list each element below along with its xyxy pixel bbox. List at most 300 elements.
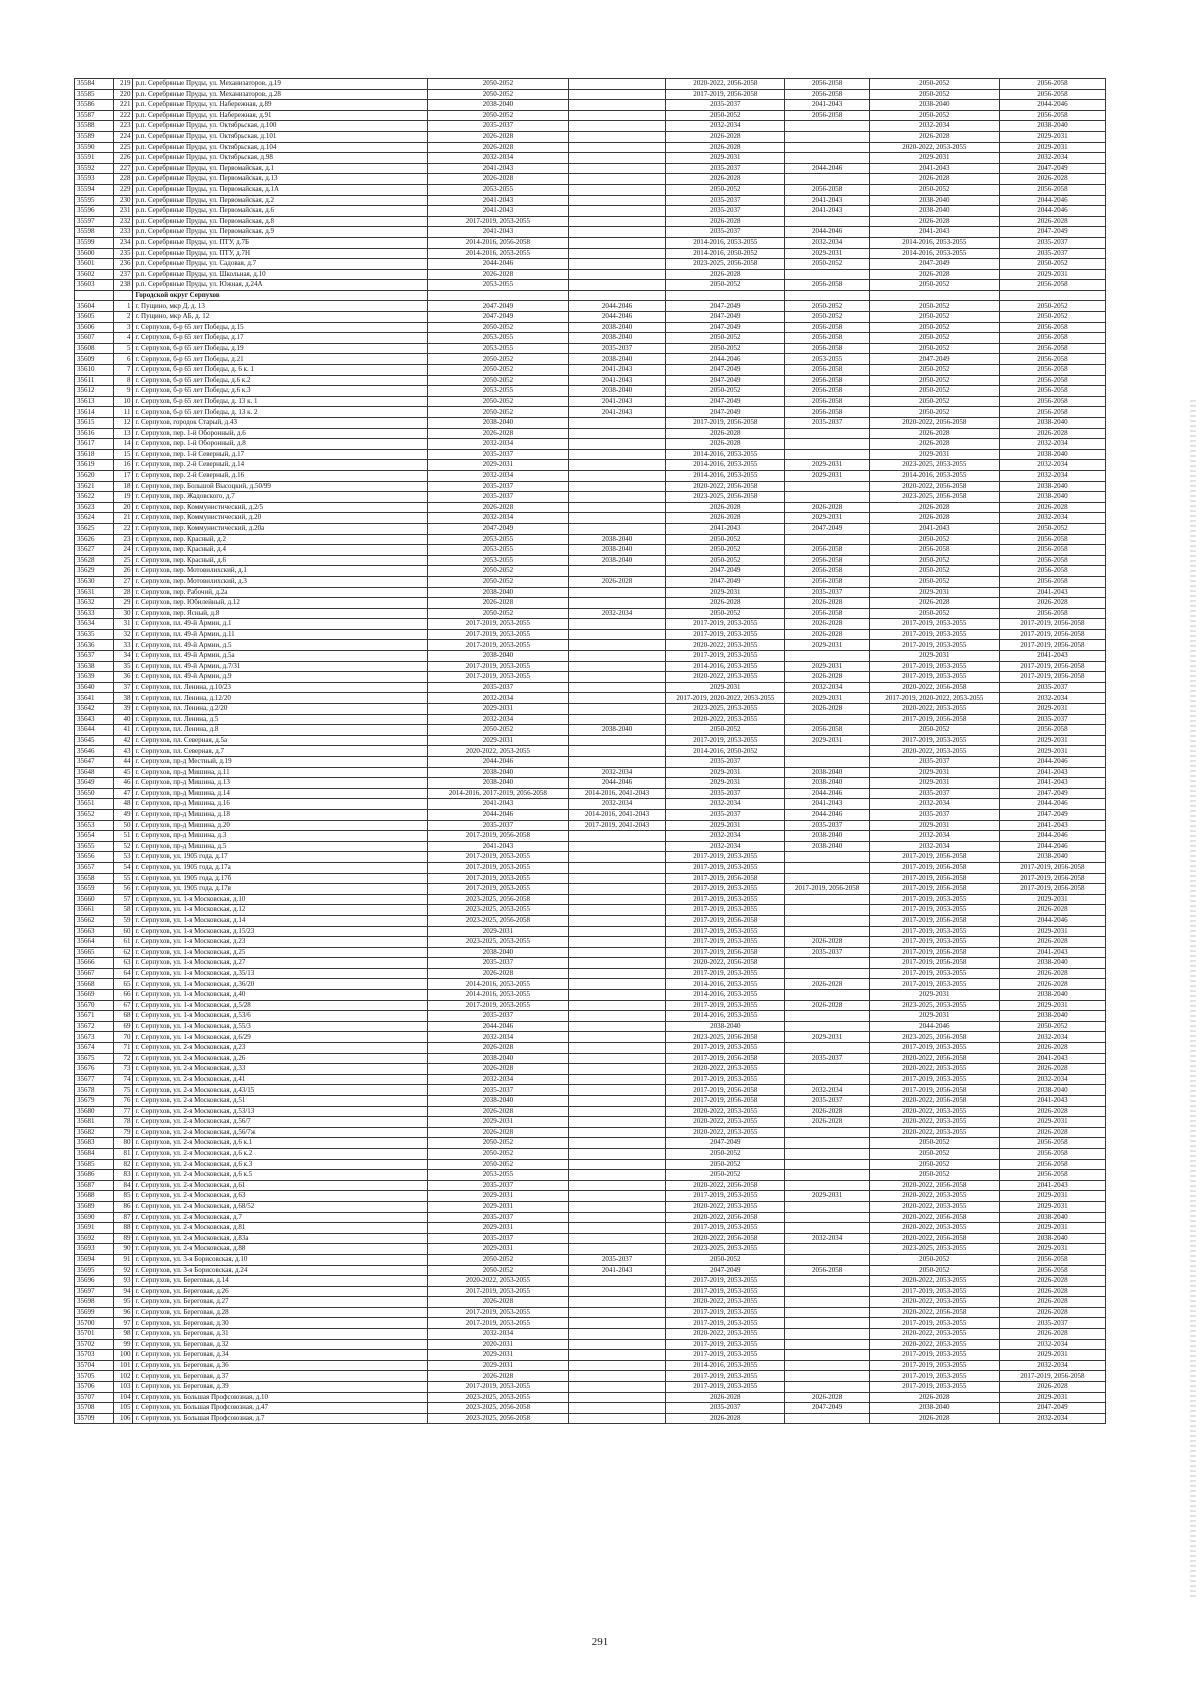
year-range-cell: 2017-2019, 2056-2058	[666, 1085, 785, 1096]
year-range-cell: 2026-2028	[999, 174, 1105, 185]
year-range-cell	[568, 460, 665, 471]
row-number-cell: 73	[113, 1064, 132, 1075]
year-range-cell: 2017-2019, 2056-2058	[869, 884, 999, 895]
table-row	[75, 831, 1106, 842]
year-range-cell: 2056-2058	[785, 545, 869, 556]
row-number-cell: 26	[113, 566, 132, 577]
year-range-cell: 2017-2019, 2020-2022, 2053-2055	[869, 693, 999, 704]
table-row	[75, 1000, 1106, 1011]
record-id-cell: 35699	[75, 1307, 114, 1318]
record-id-cell: 35632	[75, 598, 114, 609]
table-row	[75, 1244, 1106, 1255]
row-number-cell: 61	[113, 937, 132, 948]
address-cell: г. Серпухов, ул. 1-я Московская, д.53/6	[133, 1011, 428, 1022]
address-cell: г. Серпухов, ул. 2-я Московская, д.7	[133, 1212, 428, 1223]
row-number-cell: 60	[113, 926, 132, 937]
year-range-cell	[568, 184, 665, 195]
year-range-cell	[568, 1127, 665, 1138]
year-range-cell: 2047-2049	[785, 523, 869, 534]
year-range-cell: 2050-2052	[869, 608, 999, 619]
year-range-cell: 2029-2031	[428, 1117, 569, 1128]
year-range-cell: 2017-2019, 2053-2055	[666, 862, 785, 873]
record-id-cell: 35655	[75, 841, 114, 852]
year-range-cell: 2041-2043	[785, 206, 869, 217]
table-row	[75, 89, 1106, 100]
year-range-cell: 2020-2022, 2056-2058	[869, 481, 999, 492]
address-cell: г. Серпухов, пер. Мотовилихский, д.3	[133, 576, 428, 587]
year-range-cell: 2020-2022, 2053-2055	[869, 142, 999, 153]
year-range-cell: 2035-2037	[869, 757, 999, 768]
year-range-cell: 2038-2040	[785, 778, 869, 789]
table-row	[75, 1371, 1106, 1382]
year-range-cell: 2032-2034	[999, 1413, 1105, 1424]
year-range-cell: 2023-2025, 2056-2058	[428, 1413, 569, 1424]
record-id-cell: 35611	[75, 375, 114, 386]
year-range-cell: 2023-2025, 2056-2058	[666, 492, 785, 503]
year-range-cell: 2020-2022, 2056-2058	[869, 1180, 999, 1191]
record-id-cell: 35601	[75, 259, 114, 270]
year-range-cell	[785, 1127, 869, 1138]
address-cell: г. Серпухов, пер. Коммунистический, д.2/5	[133, 502, 428, 513]
year-range-cell: 2026-2028	[568, 576, 665, 587]
record-id-cell: 35630	[75, 576, 114, 587]
table-row	[75, 237, 1106, 248]
row-number-cell: 74	[113, 1074, 132, 1085]
row-number-cell: 23	[113, 534, 132, 545]
record-id-cell: 35670	[75, 1000, 114, 1011]
year-range-cell: 2035-2037	[999, 237, 1105, 248]
year-range-cell	[568, 174, 665, 185]
year-range-cell: 2026-2028	[428, 968, 569, 979]
address-cell: г. Серпухов, ул. 1-я Московская, д.14	[133, 915, 428, 926]
year-range-cell: 2032-2034	[428, 1329, 569, 1340]
table-row	[75, 375, 1106, 386]
year-range-cell: 2029-2031	[999, 894, 1105, 905]
address-cell: р.п. Серебряные Пруды, ул. Первомайская, д.2	[133, 195, 428, 206]
year-range-cell: 2050-2052	[869, 312, 999, 323]
table-row	[75, 481, 1106, 492]
table-row	[75, 841, 1106, 852]
year-range-cell: 2032-2034	[999, 513, 1105, 524]
year-range-cell: 2044-2046	[428, 259, 569, 270]
year-range-cell: 2014-2016, 2050-2052	[666, 746, 785, 757]
year-range-cell: 2014-2016, 2053-2055	[666, 460, 785, 471]
year-range-cell: 2017-2019, 2053-2055	[428, 884, 569, 895]
table-row	[75, 788, 1106, 799]
year-range-cell	[568, 1021, 665, 1032]
address-cell: г. Серпухов, б-р 65 лет Победы, д. 6 к. 1	[133, 365, 428, 376]
year-range-cell: 2038-2040	[785, 841, 869, 852]
row-number-cell: 65	[113, 979, 132, 990]
row-number-cell: 89	[113, 1233, 132, 1244]
year-range-cell	[785, 915, 869, 926]
year-range-cell: 2017-2019, 2053-2055	[428, 873, 569, 884]
row-number-cell: 234	[113, 237, 132, 248]
year-range-cell: 2026-2028	[869, 269, 999, 280]
record-id-cell: 35680	[75, 1106, 114, 1117]
row-number-cell: 19	[113, 492, 132, 503]
year-range-cell: 2047-2049	[666, 312, 785, 323]
record-id-cell: 35709	[75, 1413, 114, 1424]
year-range-cell	[785, 1064, 869, 1075]
year-range-cell: 2017-2019, 2056-2058	[666, 89, 785, 100]
year-range-cell	[568, 1138, 665, 1149]
year-range-cell: 2014-2016, 2053-2055	[666, 470, 785, 481]
year-range-cell: 2029-2031	[428, 1201, 569, 1212]
table-row	[75, 301, 1106, 312]
year-range-cell: 2029-2031	[869, 778, 999, 789]
year-range-cell: 2038-2040	[869, 206, 999, 217]
address-cell: г. Серпухов, ул. Береговая, д.30	[133, 1318, 428, 1329]
address-cell: г. Серпухов, ул. Большая Профсоюзная, д.47	[133, 1403, 428, 1414]
table-row	[75, 269, 1106, 280]
year-range-cell: 2056-2058	[999, 375, 1105, 386]
year-range-cell: 2017-2019, 2056-2058	[999, 1371, 1105, 1382]
year-range-cell: 2017-2019, 2053-2055	[666, 651, 785, 662]
record-id-cell: 35673	[75, 1032, 114, 1043]
document-sheet	[74, 78, 1106, 1424]
table-row	[75, 354, 1106, 365]
year-range-cell: 2035-2037	[999, 682, 1105, 693]
year-range-cell	[785, 1212, 869, 1223]
record-id-cell: 35682	[75, 1127, 114, 1138]
year-range-cell: 2020-2022, 2056-2058	[869, 1212, 999, 1223]
row-number-cell: 238	[113, 280, 132, 291]
year-range-cell: 2035-2037	[666, 195, 785, 206]
address-cell: г. Серпухов, б-р 65 лет Победы, д.6 к.2	[133, 375, 428, 386]
year-range-cell: 2029-2031	[785, 693, 869, 704]
year-range-cell: 2041-2043	[869, 523, 999, 534]
address-cell: г. Пущино, мкр Д, д. 13	[133, 301, 428, 312]
year-range-cell: 2050-2052	[666, 725, 785, 736]
address-cell: г. Серпухов, ул. 2-я Московская, д.33	[133, 1064, 428, 1075]
year-range-cell: 2026-2028	[666, 1392, 785, 1403]
year-range-cell: 2041-2043	[428, 195, 569, 206]
address-cell: г. Серпухов, ул. 1-я Московская, д.55/3	[133, 1021, 428, 1032]
row-number-cell: 31	[113, 619, 132, 630]
address-cell: г. Серпухов, пл. Северная, д.7	[133, 746, 428, 757]
year-range-cell	[568, 894, 665, 905]
record-id-cell: 35687	[75, 1180, 114, 1191]
address-cell: г. Серпухов, ул. Береговая, д.36	[133, 1360, 428, 1371]
year-range-cell: 2035-2037	[428, 449, 569, 460]
year-range-cell: 2017-2019, 2056-2058	[999, 619, 1105, 630]
year-range-cell: 2050-2052	[428, 1265, 569, 1276]
address-cell: г. Серпухов, пл. 49-й Армии, д.9	[133, 672, 428, 683]
record-id-cell: 35671	[75, 1011, 114, 1022]
row-number-cell: 86	[113, 1201, 132, 1212]
year-range-cell: 2026-2028	[999, 502, 1105, 513]
year-range-cell: 2050-2052	[428, 322, 569, 333]
year-range-cell: 2029-2031	[869, 1011, 999, 1022]
row-number-cell: 235	[113, 248, 132, 259]
year-range-cell: 2047-2049	[666, 322, 785, 333]
row-number-cell: 49	[113, 809, 132, 820]
record-id-cell: 35647	[75, 757, 114, 768]
record-id-cell: 35634	[75, 619, 114, 630]
year-range-cell: 2026-2028	[666, 513, 785, 524]
year-range-cell	[568, 449, 665, 460]
record-id-cell: 35617	[75, 439, 114, 450]
address-cell: г. Серпухов, ул. 1-я Московская, д.25	[133, 947, 428, 958]
year-range-cell: 2014-2016, 2053-2055	[869, 248, 999, 259]
address-cell: р.п. Серебряные Пруды, ул. ПТУ, д.7Н	[133, 248, 428, 259]
year-range-cell: 2017-2019, 2053-2055	[869, 619, 999, 630]
year-range-cell: 2050-2052	[666, 555, 785, 566]
year-range-cell: 2041-2043	[999, 1096, 1105, 1107]
record-id-cell: 35624	[75, 513, 114, 524]
row-number-cell: 33	[113, 640, 132, 651]
record-id-cell: 35609	[75, 354, 114, 365]
year-range-cell: 2026-2028	[869, 131, 999, 142]
year-range-cell	[568, 704, 665, 715]
record-id-cell: 35637	[75, 651, 114, 662]
year-range-cell	[568, 619, 665, 630]
row-number-cell: 17	[113, 470, 132, 481]
record-id-cell: 35668	[75, 979, 114, 990]
row-number-cell: 25	[113, 555, 132, 566]
address-cell: г. Серпухов, городок Старый, д.43	[133, 418, 428, 429]
year-range-cell	[785, 1043, 869, 1054]
record-id-cell: 35704	[75, 1360, 114, 1371]
year-range-cell: 2053-2055	[428, 343, 569, 354]
record-id-cell: 35654	[75, 831, 114, 842]
year-range-cell: 2017-2019, 2053-2055	[869, 1371, 999, 1382]
year-range-cell	[568, 248, 665, 259]
address-cell: г. Серпухов, ул. Большая Профсоюзная, д.10	[133, 1392, 428, 1403]
year-range-cell	[568, 259, 665, 270]
year-range-cell: 2029-2031	[999, 142, 1105, 153]
record-id-cell: 35618	[75, 449, 114, 460]
address-cell: г. Серпухов, б-р 65 лет Победы, д.21	[133, 354, 428, 365]
table-row	[75, 862, 1106, 873]
year-range-cell: 2017-2019, 2053-2055	[869, 672, 999, 683]
year-range-cell: 2050-2052	[428, 79, 569, 90]
address-cell: р.п. Серебряные Пруды, ул. Садовая, д.7	[133, 259, 428, 270]
table-row	[75, 576, 1106, 587]
table-row	[75, 1307, 1106, 1318]
row-number-cell: 13	[113, 428, 132, 439]
row-number-cell: 36	[113, 672, 132, 683]
year-range-cell	[568, 1191, 665, 1202]
year-range-cell: 2035-2037	[999, 714, 1105, 725]
table-row	[75, 1117, 1106, 1128]
year-range-cell	[568, 1350, 665, 1361]
year-range-cell: 2017-2019, 2056-2058	[869, 873, 999, 884]
year-range-cell: 2032-2034	[666, 121, 785, 132]
year-range-cell	[785, 1371, 869, 1382]
year-range-cell: 2050-2052	[666, 184, 785, 195]
year-range-cell: 2017-2019, 2056-2058	[869, 958, 999, 969]
year-range-cell: 2023-2025, 2056-2058	[428, 1403, 569, 1414]
year-range-cell	[568, 227, 665, 238]
year-range-cell	[568, 640, 665, 651]
year-range-cell: 2035-2037	[869, 809, 999, 820]
year-range-cell: 2026-2028	[999, 1127, 1105, 1138]
year-range-cell	[568, 831, 665, 842]
year-range-cell: 2035-2037	[666, 100, 785, 111]
address-cell: г. Серпухов, б-р 65 лет Победы, д.19	[133, 343, 428, 354]
record-id-cell: 35597	[75, 216, 114, 227]
record-id-cell: 35665	[75, 947, 114, 958]
year-range-cell: 2047-2049	[999, 163, 1105, 174]
address-cell: г. Серпухов, пр-д Мишина, д.20	[133, 820, 428, 831]
table-row	[75, 502, 1106, 513]
address-cell: г. Серпухов, пер. Юбилейный, д.12	[133, 598, 428, 609]
year-range-cell: 2026-2028	[666, 131, 785, 142]
year-range-cell: 2056-2058	[999, 576, 1105, 587]
year-range-cell: 2041-2043	[869, 163, 999, 174]
address-cell: г. Серпухов, пер. 2-й Северный, д.16	[133, 470, 428, 481]
year-range-cell: 2050-2052	[869, 1254, 999, 1265]
year-range-cell: 2029-2031	[785, 470, 869, 481]
table-row	[75, 110, 1106, 121]
row-number-cell: 2	[113, 312, 132, 323]
year-range-cell	[568, 1223, 665, 1234]
year-range-cell: 2026-2028	[428, 502, 569, 513]
year-range-cell: 2038-2040	[568, 545, 665, 556]
year-range-cell: 2023-2025, 2056-2058	[428, 894, 569, 905]
year-range-cell: 2017-2019, 2053-2055	[428, 629, 569, 640]
year-range-cell	[568, 682, 665, 693]
address-cell: г. Серпухов, ул. 1-я Московская, д.10	[133, 894, 428, 905]
table-row	[75, 809, 1106, 820]
address-cell: г. Серпухов, пр-д Мишина, д.11	[133, 767, 428, 778]
table-row	[75, 672, 1106, 683]
record-id-cell: 35681	[75, 1117, 114, 1128]
year-range-cell: 2020-2022, 2056-2058	[869, 1096, 999, 1107]
year-range-cell: 2038-2040	[999, 852, 1105, 863]
year-range-cell	[568, 1286, 665, 1297]
year-range-cell: 2050-2052	[869, 322, 999, 333]
address-cell: г. Серпухов, ул. 2-я Московская, д.43/15	[133, 1085, 428, 1096]
row-number-cell: 106	[113, 1413, 132, 1424]
table-row	[75, 1032, 1106, 1043]
row-number-cell: 24	[113, 545, 132, 556]
table-row	[75, 693, 1106, 704]
year-range-cell: 2029-2031	[785, 460, 869, 471]
year-range-cell: 2044-2046	[785, 809, 869, 820]
year-range-cell: 2032-2034	[785, 237, 869, 248]
year-range-cell: 2056-2058	[999, 407, 1105, 418]
year-range-cell: 2056-2058	[999, 343, 1105, 354]
record-id-cell: 35694	[75, 1254, 114, 1265]
year-range-cell: 2035-2037	[785, 1053, 869, 1064]
year-range-cell: 2056-2058	[785, 280, 869, 291]
year-range-cell	[568, 290, 665, 301]
year-range-cell: 2056-2058	[869, 545, 999, 556]
year-range-cell: 2050-2052	[999, 1021, 1105, 1032]
year-range-cell: 2026-2028	[869, 439, 999, 450]
year-range-cell: 2017-2019, 2056-2058	[428, 831, 569, 842]
record-id-cell: 35621	[75, 481, 114, 492]
table-row	[75, 1392, 1106, 1403]
record-id-cell: 35619	[75, 460, 114, 471]
year-range-cell: 2017-2019, 2053-2055	[666, 1286, 785, 1297]
address-cell: г. Серпухов, ул. 2-я Московская, д.23	[133, 1043, 428, 1054]
year-range-cell: 2050-2052	[428, 110, 569, 121]
year-range-cell: 2047-2049	[666, 1265, 785, 1276]
year-range-cell: 2017-2019, 2053-2055	[869, 1318, 999, 1329]
year-range-cell	[568, 280, 665, 291]
year-range-cell: 2035-2037	[568, 343, 665, 354]
year-range-cell	[568, 1180, 665, 1191]
address-cell: г. Серпухов, пр-д Мишина, д.14	[133, 788, 428, 799]
year-range-cell: 2026-2028	[428, 1371, 569, 1382]
year-range-cell	[666, 290, 785, 301]
year-range-cell	[785, 958, 869, 969]
year-range-cell: 2017-2019, 2056-2058	[999, 862, 1105, 873]
table-row	[75, 449, 1106, 460]
address-cell: р.п. Серебряные Пруды, ул. Механизаторов, д.28	[133, 89, 428, 100]
table-row	[75, 1043, 1106, 1054]
record-id-cell: 35684	[75, 1148, 114, 1159]
year-range-cell: 2041-2043	[999, 820, 1105, 831]
table-row	[75, 1053, 1106, 1064]
address-cell: г. Серпухов, пл. 49-й Армии, д.5а	[133, 651, 428, 662]
row-number-cell: 18	[113, 481, 132, 492]
year-range-cell: 2038-2040	[869, 195, 999, 206]
year-range-cell: 2014-2016, 2017-2019, 2056-2058	[428, 788, 569, 799]
year-range-cell: 2032-2034	[785, 1085, 869, 1096]
address-cell: г. Серпухов, ул. 2-я Московская, д.53/13	[133, 1106, 428, 1117]
year-range-cell: 2029-2031	[999, 131, 1105, 142]
record-id-cell: 35698	[75, 1297, 114, 1308]
table-row	[75, 153, 1106, 164]
row-number-cell: 224	[113, 131, 132, 142]
year-range-cell: 2029-2031	[999, 1201, 1105, 1212]
year-range-cell: 2047-2049	[666, 396, 785, 407]
row-number-cell: 93	[113, 1276, 132, 1287]
year-range-cell: 2038-2040	[568, 534, 665, 545]
record-id-cell: 35615	[75, 418, 114, 429]
year-range-cell: 2053-2055	[428, 333, 569, 344]
record-id-cell: 35674	[75, 1043, 114, 1054]
year-range-cell: 2017-2019, 2053-2055	[428, 216, 569, 227]
address-cell: г. Серпухов, пер. 1-й Северный, д.17	[133, 449, 428, 460]
year-range-cell: 2056-2058	[785, 407, 869, 418]
table-row	[75, 608, 1106, 619]
address-cell: р.п. Серебряные Пруды, ул. Первомайская, д.9	[133, 227, 428, 238]
table-body	[75, 79, 1106, 1424]
year-range-cell: 2056-2058	[999, 396, 1105, 407]
year-range-cell: 2020-2022, 2053-2055	[666, 1117, 785, 1128]
year-range-cell: 2038-2040	[999, 418, 1105, 429]
record-id-cell: 35644	[75, 725, 114, 736]
table-row	[75, 873, 1106, 884]
year-range-cell: 2023-2025, 2056-2058	[666, 259, 785, 270]
year-range-cell: 2017-2019, 2056-2058	[999, 629, 1105, 640]
year-range-cell: 2029-2031	[785, 513, 869, 524]
address-cell: г. Серпухов, пер. Жадовского, д.7	[133, 492, 428, 503]
year-range-cell: 2050-2052	[428, 365, 569, 376]
year-range-cell: 2056-2058	[785, 375, 869, 386]
address-cell: р.п. Серебряные Пруды, ул. Южная, д.24А	[133, 280, 428, 291]
year-range-cell	[568, 1170, 665, 1181]
year-range-cell: 2056-2058	[999, 1148, 1105, 1159]
year-range-cell: 2029-2031	[999, 269, 1105, 280]
year-range-cell: 2026-2028	[785, 1392, 869, 1403]
record-id-cell: 35600	[75, 248, 114, 259]
table-row	[75, 915, 1106, 926]
year-range-cell	[568, 937, 665, 948]
address-cell: г. Серпухов, б-р 65 лет Победы, д.17	[133, 333, 428, 344]
year-range-cell: 2029-2031	[999, 746, 1105, 757]
record-id-cell: 35627	[75, 545, 114, 556]
year-range-cell	[785, 153, 869, 164]
year-range-cell: 2050-2052	[666, 1159, 785, 1170]
year-range-cell: 2038-2040	[568, 555, 665, 566]
